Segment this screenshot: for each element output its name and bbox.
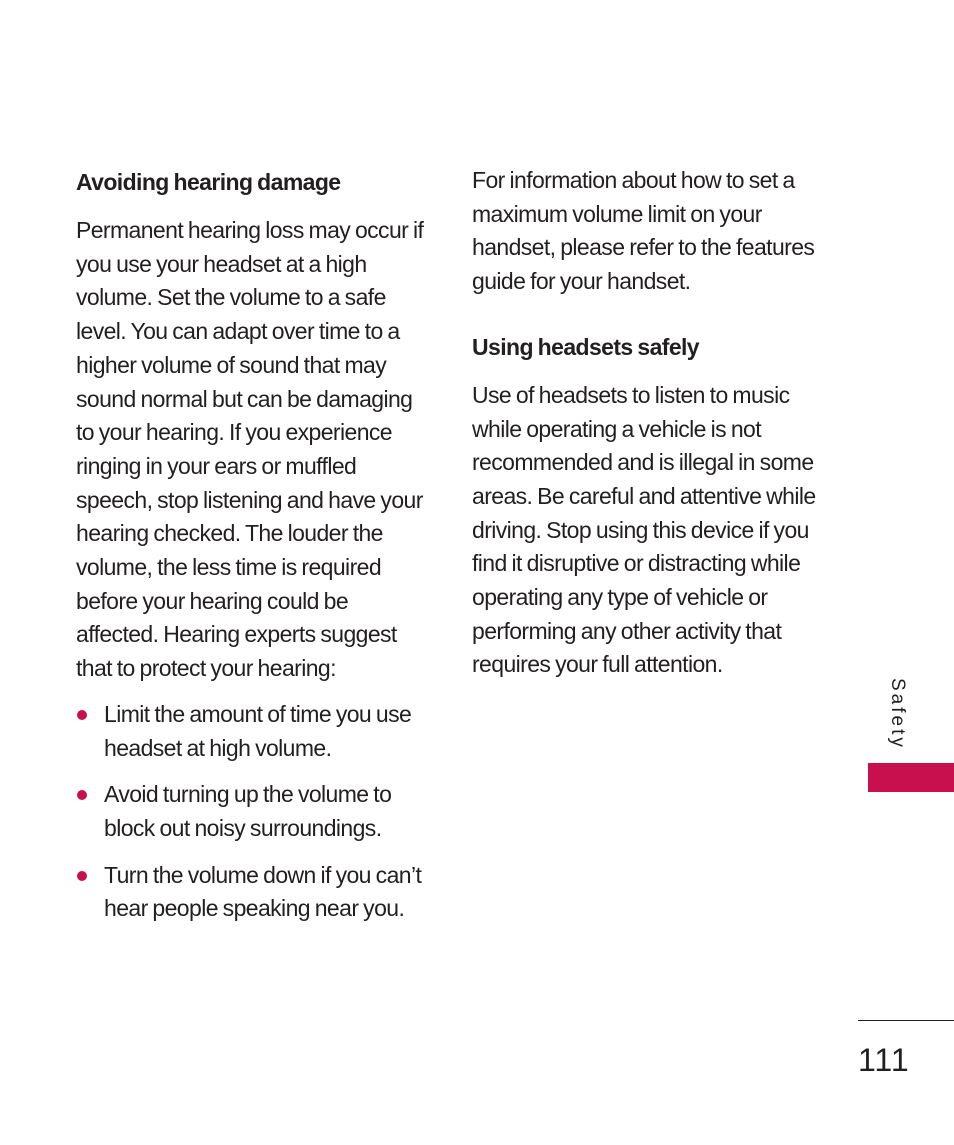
section-heading-hearing-damage: Avoiding hearing damage: [76, 169, 341, 195]
page-number: 111: [858, 1042, 910, 1078]
page-number-rule: [858, 1020, 954, 1021]
volume-limit-paragraph: For information about how to set a maximum volume limit on your handset, please refer to the features guide for your handset.: [472, 167, 815, 295]
bullet-dot-icon: [77, 871, 87, 881]
list-item: [76, 778, 426, 845]
list-item: [76, 698, 426, 765]
hearing-tips-list: [76, 698, 426, 926]
right-column: [472, 164, 837, 682]
bullet-dot-icon: [77, 790, 87, 800]
left-column: [76, 164, 426, 939]
list-item-text: Turn the volume down if you can’t hear people speaking near you.: [104, 861, 422, 922]
list-item-text: Avoid turning up the volume to block out noisy surroundings.: [104, 781, 392, 841]
bullet-dot-icon: [77, 710, 87, 720]
list-item: [76, 859, 426, 926]
section-tab-marker: [868, 763, 954, 792]
section-heading-headsets-safely: Using headsets safely: [472, 333, 700, 360]
headsets-safely-paragraph: Use of headsets to listen to music while operating a vehicle is not recommended and is illegal in some areas. Be careful and attentive while driving. Stop using this device if you find it disruptive or distracting while operating any type of vehicle or performing any other activity that requires your full attention.: [472, 381, 816, 678]
list-item-text: Limit the amount of time you use headset at high volume.: [104, 700, 412, 761]
hearing-damage-paragraph: Permanent hearing loss may occur if you use your headset at a high volume. Set the volume to a safe level. You can adapt over time to a higher volume of sound that may sound normal but can be damaging to your hearing. If you experience ringing in your ears or muffled speech, stop listening and have your hearing checked. The louder the volume, the less time is required before your hearing could be affected. Hearing experts suggest that to protect your hearing:: [76, 217, 424, 682]
section-tab-label: Safety: [887, 678, 908, 750]
